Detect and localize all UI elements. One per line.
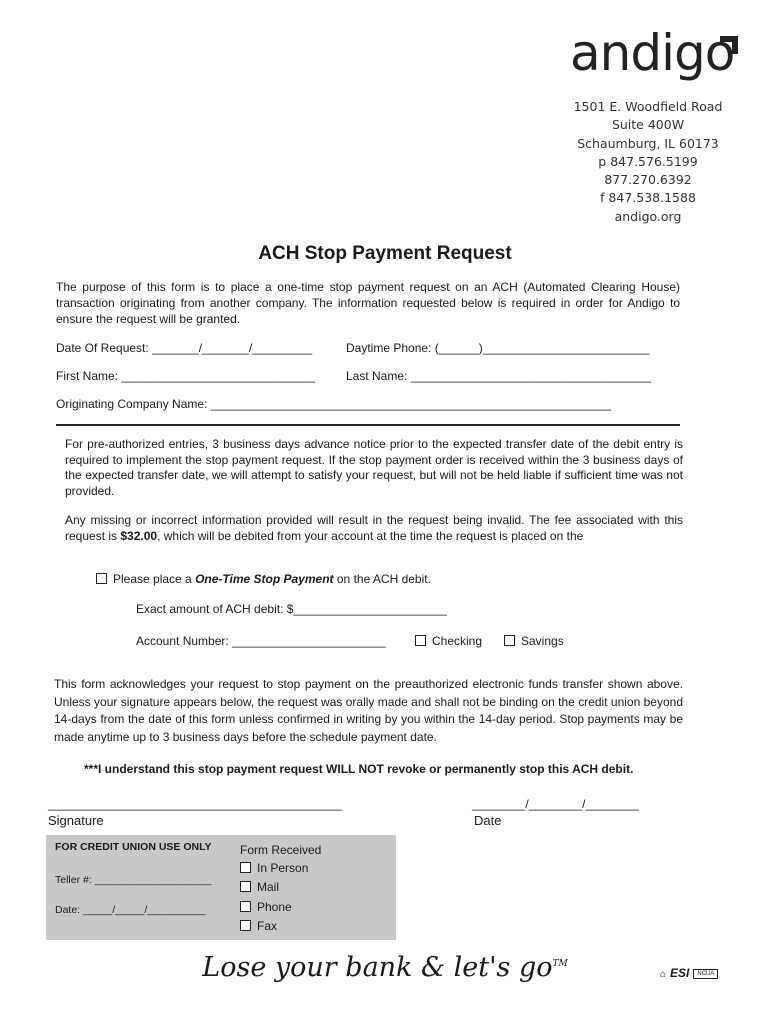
checkbox-icon[interactable]: [240, 862, 251, 873]
checkbox-icon[interactable]: [240, 920, 251, 931]
understand-statement: ***I understand this stop payment request WILL NOT revoke or permanently stop this ACH debit.: [84, 762, 634, 776]
notice-paragraph: For pre-authorized entries, 3 business days advance notice prior to the expected transfer date of the debit entry is required to implement the stop payment request. If the stop payment order is received within the 3 business days of the expected transfer date, we will attempt to satisfy your request, but will not be held liable if sufficient time was not provided.: [65, 437, 683, 498]
section-divider: [56, 424, 680, 426]
savings-label: Savings: [521, 634, 564, 648]
date-label: Date: [474, 813, 502, 828]
checking-option[interactable]: [415, 634, 482, 648]
first-name-field[interactable]: First Name: _____________________________: [56, 369, 315, 383]
address-line: Suite 400W: [611, 117, 685, 133]
fee-text-suffix: , which will be debited from your account at the time the request is placed on the: [157, 528, 584, 543]
fee-amount: $32.00: [120, 528, 158, 543]
intro-paragraph: The purpose of this form is to place a one-time stop payment request on an ACH (Automated Clearing House) transaction originating from another company. The information requested below is required in order for Andigo to ensure the request will be granted.: [56, 280, 680, 326]
checkbox-icon[interactable]: [96, 573, 107, 584]
checkbox-icon[interactable]: [240, 901, 251, 912]
ncua-logo: NCUA: [693, 969, 718, 979]
signature-line[interactable]: ____________________________________________: [48, 797, 342, 811]
savings-option[interactable]: [504, 634, 564, 648]
fax-option[interactable]: [240, 919, 277, 933]
daytime-phone-field[interactable]: Daytime Phone: (______)_________________________: [346, 341, 650, 355]
one-time-stop-payment-option[interactable]: [96, 572, 431, 586]
slogan-text: Lose your bank & let's go: [202, 952, 553, 983]
checkbox-icon[interactable]: [240, 881, 251, 892]
logo-mark-icon: [720, 36, 738, 54]
trademark-mark: TM: [552, 959, 568, 969]
credit-union-heading: FOR CREDIT UNION USE ONLY: [55, 841, 212, 853]
date-of-request-field[interactable]: Date Of Request: _______/_______/_________: [56, 341, 313, 355]
fee-text-prefix: Any missing or incorrect information provided will result in the request being invalid. The fee associated with this request is: [65, 513, 683, 543]
fee-paragraph: [65, 513, 683, 544]
account-number-field[interactable]: Account Number: _______________________: [136, 634, 386, 648]
checking-label: Checking: [432, 634, 483, 648]
address-line: 1501 E. Woodfield Road: [573, 99, 723, 114]
checkbox-icon[interactable]: [415, 635, 426, 646]
request-emphasis: One-Time Stop Payment: [195, 572, 334, 586]
footer-logos: [660, 966, 718, 980]
mail-option[interactable]: [240, 880, 279, 894]
cu-date-field[interactable]: Date: _____/_____/__________: [55, 904, 206, 916]
slogan: [0, 952, 770, 983]
option-label: Fax: [257, 919, 278, 933]
page-title: ACH Stop Payment Request: [258, 243, 512, 264]
address-block: [560, 98, 736, 226]
option-label: In Person: [257, 861, 309, 875]
address-line: f 847.538.1588: [600, 190, 696, 206]
checkbox-icon[interactable]: [504, 635, 515, 646]
address-line: andigo.org: [614, 208, 682, 224]
address-line: 877.270.6392: [604, 172, 692, 188]
signature-label: Signature: [48, 813, 104, 828]
acknowledgement-paragraph: This form acknowledges your request to stop payment on the preauthorized electronic funds transfer shown above. Unless your signature appears below, the request was orally made and shall not be binding on the credit union beyond 14-days from the date of this form unless confirmed in writing by you within the 14-day period. Stop payments may be made anytime up to 3 business days before the schedule payment date.: [54, 677, 683, 744]
phone-option[interactable]: [240, 900, 292, 914]
address-line: p 847.576.5199: [598, 153, 698, 169]
option-label: Mail: [257, 880, 280, 894]
address-line: Schaumburg, IL 60173: [577, 135, 719, 151]
teller-field[interactable]: Teller #: ____________________: [55, 874, 212, 886]
last-name-field[interactable]: Last Name: ____________________________________: [346, 369, 651, 383]
option-label: Phone: [257, 900, 292, 914]
andigo-logo: andigo: [570, 24, 735, 82]
date-line[interactable]: ________/________/________: [472, 797, 639, 811]
esi-logo: ESI: [670, 966, 690, 980]
request-suffix: on the ACH debit.: [333, 572, 431, 586]
request-prefix: Please place a: [113, 572, 196, 586]
in-person-option[interactable]: [240, 861, 308, 875]
exact-amount-field[interactable]: Exact amount of ACH debit: $_______________________: [136, 602, 447, 616]
equal-housing-icon: ⌂: [660, 969, 667, 980]
form-received-label: Form Received: [240, 843, 322, 857]
originating-company-field[interactable]: Originating Company Name: ____________________________________________________________: [56, 397, 612, 411]
